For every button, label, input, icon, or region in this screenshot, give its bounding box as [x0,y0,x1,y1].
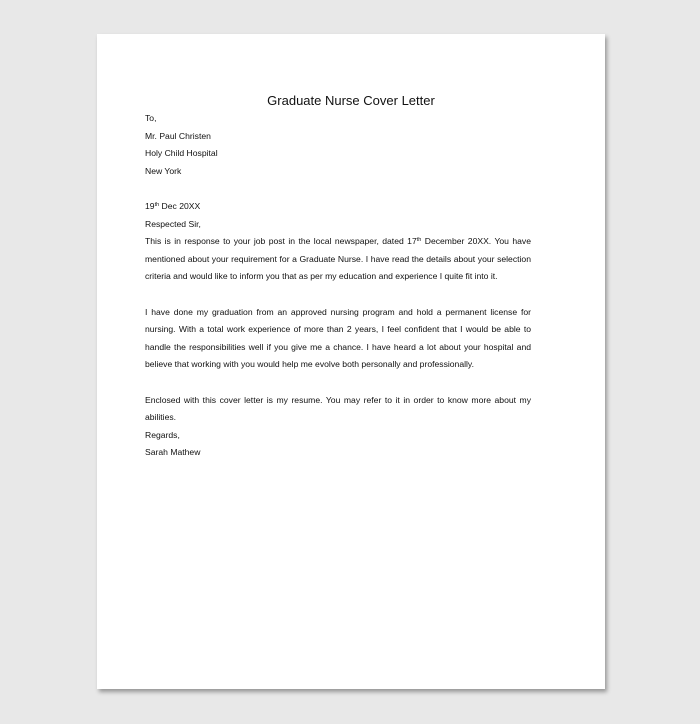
date-rest: Dec 20XX [159,200,201,211]
recipient-organization: Holy Child Hospital [145,148,218,159]
date-day: 19 [145,200,155,211]
recipient-city: New York [145,165,182,176]
salutation: Respected Sir, [145,218,201,229]
letter-date [145,198,531,216]
letter-body [145,110,531,462]
document-title: Graduate Nurse Cover Letter [267,93,435,108]
paragraph-1-after: December 20XX. You have mentioned about your requirement for a Graduate Nurse. I have read the details about your selection criteria and would like to inform you that as per my education and experience I quite fit into it. [145,236,531,282]
spacer [145,374,531,392]
spacer [145,180,531,198]
paragraph-1-suffix: th [416,237,422,244]
paragraph-3: Enclosed with this cover letter is my resume. You may refer to it in order to know more about my abilities. [145,394,531,423]
recipient-name: Mr. Paul Christen [145,130,211,141]
paragraph-1-before: This is in response to your job post in the local newspaper, dated 17 [145,236,417,247]
recipient-to: To, [145,113,157,123]
paragraph-2: I have done my graduation from an approved nursing program and hold a permanent license for nursing. With a total work experience of more than 2 years, I feel confident that I would be able to handle the responsibilities well if you give me a chance. I have heard a lot about your hospital and believe that working with you would help me evolve both personally and professionally. [145,306,531,370]
date-suffix: th [154,201,160,208]
spacer [145,286,531,304]
closing: Regards, [145,429,180,440]
paragraph-1 [145,233,531,286]
signature: Sarah Mathew [145,447,201,458]
document-page [97,34,605,689]
